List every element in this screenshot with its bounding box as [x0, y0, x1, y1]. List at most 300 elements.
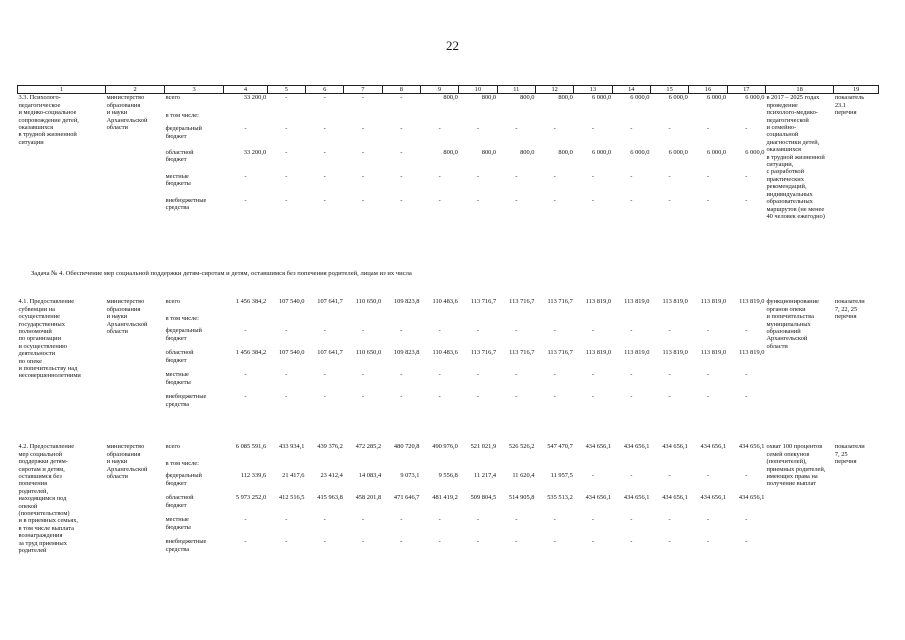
- value-cell: -: [591, 327, 595, 335]
- value-cell: 1 456 384,2: [235, 349, 267, 357]
- value-cell: -: [745, 196, 748, 204]
- measure-name-line: и в приемных семьях,: [18, 517, 78, 525]
- funding-source: [165, 173, 224, 197]
- funding-source-line: в том числе:: [165, 112, 199, 120]
- value-cell: -: [745, 472, 748, 480]
- value-cell: 113 819,0: [624, 349, 650, 357]
- funding-source: [165, 112, 224, 125]
- value-cell: [650, 315, 688, 327]
- value-cell: -: [323, 125, 326, 133]
- column-header: 16: [689, 86, 727, 94]
- expected-result-line: социальной: [766, 131, 799, 139]
- value-cell: -: [244, 516, 247, 524]
- value-cell: -: [361, 172, 365, 180]
- value-cell: 113 716,7: [470, 349, 497, 357]
- executor-line: образования: [106, 305, 141, 313]
- value-cell: 434 656,1: [662, 494, 688, 502]
- value-cell: 6 000,0: [591, 94, 612, 102]
- indicator-ref: [834, 298, 879, 415]
- measure-name-line: государственных: [18, 320, 65, 328]
- column-header: 12: [535, 86, 573, 94]
- value-cell: [497, 112, 535, 125]
- value-cell: -: [591, 516, 595, 524]
- value-cell: 526 526,2: [508, 443, 535, 451]
- value-cell: 33 200,0: [243, 94, 267, 102]
- measure-name-line: ситуации: [18, 138, 44, 146]
- value-cell: 514 905,8: [508, 494, 535, 502]
- value-cell: -: [438, 393, 441, 401]
- expected-result-line: проведение: [766, 101, 798, 109]
- value-cell: 109 823,8: [393, 298, 420, 306]
- value-cell: [497, 315, 535, 327]
- measure-name: [18, 298, 106, 415]
- value-cell: -: [285, 172, 288, 180]
- value-cell: [224, 460, 268, 472]
- value-cell: -: [285, 196, 288, 204]
- executor-line: министерство: [106, 298, 145, 306]
- executor-line: и науки: [106, 313, 128, 321]
- value-cell: -: [361, 125, 365, 133]
- funding-source-line: бюджеты: [165, 523, 191, 531]
- executor-line: образования: [106, 450, 141, 458]
- value-cell: -: [515, 196, 518, 204]
- funding-source: [165, 349, 224, 371]
- funding-source-line: всего: [165, 298, 180, 306]
- funding-source-line: средства: [165, 545, 190, 553]
- value-cell: [497, 460, 535, 472]
- value-cell: -: [244, 393, 247, 401]
- value-cell: -: [630, 196, 633, 204]
- value-cell: 113 819,0: [585, 349, 612, 357]
- funding-source-line: областной: [165, 494, 194, 502]
- value-cell: [267, 460, 305, 472]
- value-cell: -: [361, 196, 365, 204]
- expected-result-line: области: [766, 342, 788, 350]
- measure-name-line: поддержки детям-: [18, 458, 68, 466]
- value-cell: -: [400, 125, 403, 133]
- value-cell: [459, 460, 497, 472]
- expected-result-line: 40 человек ежегодно): [766, 212, 825, 220]
- value-cell: 110 483,6: [432, 349, 458, 357]
- value-cell: [574, 112, 612, 125]
- value-cell: -: [323, 148, 326, 156]
- measure-name-line: вознаграждения: [18, 532, 63, 540]
- executor-line: и науки: [106, 458, 128, 466]
- value-cell: -: [323, 94, 326, 102]
- value-cell: -: [668, 172, 671, 180]
- measure-name-line: мер социальной: [18, 450, 63, 458]
- value-cell: -: [630, 125, 633, 133]
- value-cell: 6 000,0: [745, 148, 765, 156]
- value-cell: -: [553, 516, 556, 524]
- value-cell: -: [400, 148, 403, 156]
- column-header: 13: [574, 86, 612, 94]
- measure-name: [18, 443, 106, 560]
- value-cell: -: [361, 148, 365, 156]
- executor-line: области: [106, 472, 128, 480]
- expected-result-line: семей опекунов: [766, 450, 810, 458]
- value-cell: -: [553, 371, 556, 379]
- value-cell: 9 073,1: [400, 472, 420, 480]
- value-cell: [382, 315, 420, 327]
- value-cell: -: [515, 538, 518, 546]
- value-cell: 547 470,7: [547, 443, 573, 451]
- indicator-ref-line: перечня: [834, 458, 857, 466]
- funding-source-line: федеральный: [165, 125, 202, 133]
- value-cell: -: [244, 327, 247, 335]
- value-cell: -: [438, 172, 441, 180]
- value-cell: -: [323, 393, 326, 401]
- value-cell: 110 650,0: [355, 298, 382, 306]
- value-cell: -: [515, 393, 518, 401]
- expected-result-line: индивидуальных: [766, 190, 813, 198]
- value-cell: -: [438, 196, 441, 204]
- value-cell: [344, 112, 382, 125]
- executor-line: Архангельской: [106, 465, 148, 473]
- value-cell: 439 376,2: [317, 443, 343, 451]
- measure-name-line: субвенции на: [18, 305, 55, 313]
- value-cell: -: [630, 393, 633, 401]
- value-cell: -: [630, 172, 633, 180]
- value-cell: -: [323, 196, 326, 204]
- value-cell: -: [285, 148, 288, 156]
- value-cell: [727, 460, 765, 472]
- value-cell: 434 656,1: [700, 443, 727, 451]
- value-cell: -: [668, 196, 671, 204]
- column-header: 19: [834, 86, 879, 94]
- value-cell: -: [476, 172, 480, 180]
- column-header: 2: [106, 86, 165, 94]
- value-cell: -: [438, 327, 441, 335]
- value-cell: -: [668, 516, 671, 524]
- funding-source-line: федеральный: [165, 327, 202, 335]
- value-cell: 434 656,1: [623, 494, 650, 502]
- indicator-ref: [834, 443, 879, 560]
- value-cell: 113 819,0: [624, 298, 650, 306]
- expected-result-line: Архангельской: [766, 335, 808, 343]
- value-cell: -: [476, 125, 480, 133]
- measure-name-line: попечения: [18, 480, 48, 488]
- value-cell: -: [553, 172, 556, 180]
- value-cell: 11 620,4: [512, 472, 535, 480]
- value-cell: -: [630, 472, 633, 480]
- funding-source: [165, 494, 224, 516]
- value-cell: [650, 112, 688, 125]
- value-cell: -: [745, 516, 748, 524]
- value-cell: 434 656,1: [623, 443, 650, 451]
- value-cell: 800,0: [443, 148, 458, 156]
- value-cell: [344, 315, 382, 327]
- value-cell: -: [285, 371, 288, 379]
- value-cell: -: [400, 94, 403, 102]
- value-cell: 490 976,0: [432, 443, 458, 451]
- measure-name-line: и попечительству над: [18, 364, 78, 372]
- value-cell: [689, 460, 727, 472]
- funding-source-line: в том числе:: [165, 315, 199, 323]
- value-cell: -: [323, 172, 326, 180]
- value-cell: [224, 112, 268, 125]
- expected-result-line: образовательных: [766, 198, 813, 206]
- value-cell: 800,0: [443, 94, 458, 102]
- value-cell: 33 200,0: [243, 148, 267, 156]
- indicator-ref-line: 7, 22, 25: [834, 305, 858, 313]
- executor-line: области: [106, 124, 128, 132]
- value-cell: [382, 112, 420, 125]
- value-cell: -: [361, 327, 365, 335]
- column-header: 7: [344, 86, 382, 94]
- value-cell: -: [591, 172, 595, 180]
- measure-name-line: оставшимся без: [18, 472, 62, 480]
- expected-result-line: диагностики детей,: [766, 138, 820, 146]
- value-cell: -: [668, 472, 671, 480]
- value-cell: -: [244, 538, 247, 546]
- column-header: 8: [382, 86, 420, 94]
- value-cell: [650, 460, 688, 472]
- value-cell: 434 656,1: [700, 494, 727, 502]
- measure-name-line: находящимся под: [18, 495, 67, 503]
- column-header: 3: [165, 86, 224, 94]
- value-cell: 458 201,8: [355, 494, 382, 502]
- value-cell: [574, 460, 612, 472]
- value-cell: -: [668, 393, 671, 401]
- value-cell: -: [591, 125, 595, 133]
- value-cell: -: [706, 196, 710, 204]
- value-cell: -: [745, 125, 748, 133]
- value-cell: -: [285, 516, 288, 524]
- value-cell: 113 819,0: [662, 349, 688, 357]
- funding-source: [165, 327, 224, 349]
- spacer-row: [18, 415, 879, 443]
- measure-name-line: 4.2. Предоставление: [18, 443, 75, 451]
- value-cell: -: [668, 125, 671, 133]
- value-cell: 11 217,4: [474, 472, 497, 480]
- value-cell: 6 000,0: [706, 148, 727, 156]
- value-cell: -: [553, 196, 556, 204]
- value-cell: -: [400, 172, 403, 180]
- value-cell: [224, 315, 268, 327]
- value-cell: -: [668, 327, 671, 335]
- column-header: 9: [420, 86, 458, 94]
- value-cell: -: [515, 516, 518, 524]
- measure-name-line: осуществление: [18, 313, 60, 321]
- value-cell: -: [400, 327, 403, 335]
- value-cell: [382, 460, 420, 472]
- value-cell: 434 656,1: [585, 443, 612, 451]
- value-cell: [420, 315, 458, 327]
- value-cell: 509 804,5: [470, 494, 497, 502]
- value-cell: 113 716,7: [470, 298, 497, 306]
- value-cell: -: [285, 538, 288, 546]
- value-cell: -: [591, 393, 595, 401]
- funding-source: [165, 149, 224, 173]
- value-cell: [574, 315, 612, 327]
- header-row: [18, 86, 879, 94]
- expected-result-line: практических: [766, 175, 804, 183]
- value-cell: 434 656,1: [662, 443, 688, 451]
- value-cell: -: [668, 538, 671, 546]
- value-cell: [306, 460, 344, 472]
- value-cell: [727, 315, 765, 327]
- measure-name-line: педагогическое: [18, 101, 61, 109]
- funding-source-line: внебюджетные: [165, 196, 207, 204]
- value-cell: -: [553, 125, 556, 133]
- value-cell: [612, 460, 650, 472]
- value-cell: [612, 112, 650, 125]
- value-cell: [267, 112, 305, 125]
- funding-source-line: средства: [165, 203, 190, 211]
- page-number: 22: [446, 38, 459, 53]
- column-header: 5: [267, 86, 305, 94]
- expected-result-line: муниципальных: [766, 320, 811, 328]
- measure-name-line: сиротам и детям,: [18, 465, 65, 473]
- funding-source: [165, 516, 224, 538]
- value-cell: -: [400, 371, 403, 379]
- task-4-title: Задача № 4. Обеспечение мер социальной поддержки детям-сиротам и детям, оставшимся без попечения родителей, лицам из их числа: [31, 270, 412, 277]
- executor-line: Архангельской: [106, 320, 148, 328]
- value-cell: 113 819,0: [739, 298, 765, 306]
- measure-name: [18, 94, 106, 220]
- value-cell: 800,0: [481, 148, 497, 156]
- value-cell: -: [323, 516, 326, 524]
- value-cell: -: [630, 516, 633, 524]
- funding-source: [165, 298, 224, 315]
- value-cell: 480 720,8: [393, 443, 420, 451]
- expected-result-line: с разработкой: [766, 168, 805, 176]
- column-header: 10: [459, 86, 497, 94]
- funding-source: [165, 393, 224, 415]
- indicator-ref-line: 7, 25: [834, 450, 848, 458]
- value-cell: 800,0: [520, 148, 535, 156]
- value-cell: -: [476, 196, 480, 204]
- measure-name-line: по опеке: [18, 357, 42, 365]
- value-cell: 113 819,0: [662, 298, 688, 306]
- expected-result-line: имеющих права на: [766, 472, 818, 480]
- funding-source-line: средства: [165, 400, 190, 408]
- value-cell: 5 973 252,0: [235, 494, 267, 502]
- funding-source-line: всего: [165, 443, 180, 451]
- funding-source-line: местные: [165, 516, 189, 524]
- value-cell: [535, 112, 573, 125]
- value-cell: 434 656,1: [738, 494, 765, 502]
- value-cell: -: [438, 371, 441, 379]
- value-cell: 23 412,4: [320, 472, 343, 480]
- value-cell: -: [361, 516, 365, 524]
- funding-source: [165, 460, 224, 472]
- value-cell: -: [745, 327, 748, 335]
- value-cell: -: [476, 393, 480, 401]
- value-cell: -: [400, 196, 403, 204]
- funding-source: [165, 443, 224, 460]
- value-cell: 471 646,7: [393, 494, 420, 502]
- value-cell: 472 285,2: [355, 443, 382, 451]
- value-cell: -: [591, 472, 595, 480]
- measure-name-line: родителей,: [18, 487, 49, 495]
- funding-source-line: бюджет: [165, 479, 187, 487]
- value-cell: -: [400, 538, 403, 546]
- indicator-ref-line: показатели: [834, 298, 865, 306]
- value-cell: -: [438, 538, 441, 546]
- value-cell: 14 083,4: [358, 472, 382, 480]
- executor-line: министерство: [106, 443, 145, 451]
- expected-result-line: педагогической: [766, 116, 809, 124]
- value-cell: -: [244, 371, 247, 379]
- value-cell: 109 823,8: [393, 349, 420, 357]
- executor: [106, 443, 165, 560]
- value-cell: -: [745, 393, 748, 401]
- funding-source: [165, 125, 224, 149]
- measure-name-line: по организации: [18, 335, 62, 343]
- value-cell: 107 641,7: [317, 298, 343, 306]
- expected-result-line: ситуации,: [766, 161, 794, 169]
- column-header: 6: [306, 86, 344, 94]
- expected-result: [765, 443, 833, 560]
- column-header: 4: [224, 86, 268, 94]
- expected-result-line: в 2017 – 2025 годах: [766, 94, 820, 102]
- value-cell: 6 000,0: [745, 94, 765, 102]
- value-cell: -: [285, 327, 288, 335]
- value-cell: -: [706, 516, 710, 524]
- value-cell: [420, 460, 458, 472]
- value-cell: -: [706, 172, 710, 180]
- measure-name-line: опекой: [18, 502, 38, 510]
- value-cell: -: [706, 371, 710, 379]
- column-header: 1: [18, 86, 106, 94]
- value-cell: 113 819,0: [739, 349, 765, 357]
- funding-source-line: местные: [165, 172, 189, 180]
- value-cell: -: [400, 516, 403, 524]
- value-cell: 112 339,6: [240, 472, 267, 480]
- value-cell: -: [706, 472, 710, 480]
- value-cell: -: [361, 94, 365, 102]
- measure-name-line: (попечительством): [18, 509, 70, 517]
- value-cell: -: [706, 327, 710, 335]
- executor-line: министерство: [106, 94, 145, 102]
- measure-name-line: несовершеннолетними: [18, 372, 81, 380]
- value-cell: 6 000,0: [706, 94, 727, 102]
- value-cell: -: [400, 393, 403, 401]
- funding-source-line: местные: [165, 371, 189, 379]
- funding-source-line: бюджеты: [165, 378, 191, 386]
- value-cell: 113 716,7: [509, 298, 535, 306]
- value-cell: 113 716,7: [509, 349, 535, 357]
- expected-result-line: в трудной жизненной: [766, 153, 825, 161]
- funding-source-line: бюджет: [165, 132, 187, 140]
- value-cell: [420, 112, 458, 125]
- value-cell: 11 957,5: [550, 472, 573, 480]
- value-cell: 107 540,0: [278, 349, 305, 357]
- table-row: [18, 298, 879, 315]
- measure-name-line: в трудной жизненной: [18, 131, 77, 139]
- value-cell: -: [553, 538, 556, 546]
- value-cell: [535, 460, 573, 472]
- value-cell: 535 513,2: [547, 494, 573, 502]
- expected-result-line: получение выплат: [766, 480, 817, 488]
- value-cell: -: [553, 327, 556, 335]
- value-cell: -: [285, 393, 288, 401]
- executor-line: и науки: [106, 109, 128, 117]
- value-cell: 434 656,1: [738, 443, 765, 451]
- expected-result-line: маршрутов (не менее: [766, 205, 825, 213]
- measure-name-line: оказавшихся: [18, 124, 54, 132]
- funding-source-line: бюджет: [165, 356, 187, 364]
- value-cell: [344, 460, 382, 472]
- value-cell: 521 021,9: [470, 443, 497, 451]
- expected-result-line: образований: [766, 327, 801, 335]
- value-cell: [727, 112, 765, 125]
- value-cell: -: [438, 125, 441, 133]
- value-cell: [459, 112, 497, 125]
- expected-result-line: (попечителей),: [766, 458, 807, 466]
